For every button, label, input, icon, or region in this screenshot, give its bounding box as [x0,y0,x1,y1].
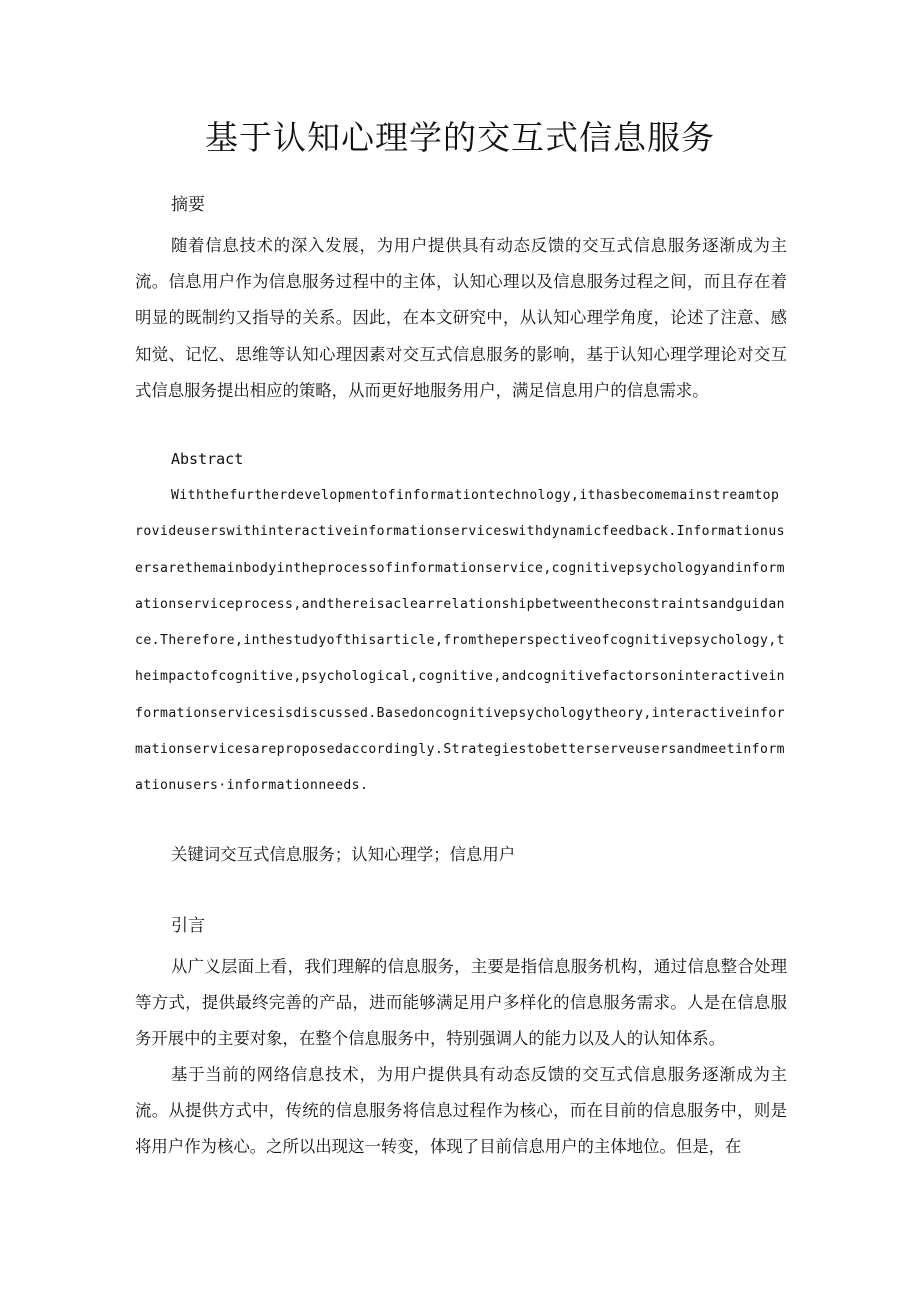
document-title: 基于认知心理学的交互式信息服务 [205,118,715,157]
introduction-paragraph-2: 基于当前的网络信息技术，为用户提供具有动态反馈的交互式信息服务逐渐成为主流。从提供方式中，传统的信息服务将信息过程作为核心，而在目前的信息服务中，则是将用户作为核心。之所以出现这一转变，体现了目前信息用户的主体地位。但是，在 [135,1065,787,1157]
abstract-en-paragraph: Withthefurtherdevelopmentofinformationtechnology,ithasbecomemainstreamtoprovideuserswithinteractiveinformationserviceswithdynamicfeedback.Informationusersarethemainbodyintheprocessofinformationservice,cognitivepsychologyandinformationserviceprocess,andthereisaclearrelationshipbetweentheconstraintsandguidance.Therefore,inthestudyofthisarticle,fromtheperspectiveofcognitivepsychology,theimpactofcognitive,psychological,cognitive,andcognitivefactorsoninteractiveinformationservicesisdiscussed.Basedoncognitivepsychologytheory,interactiveinformationservicesareproposedaccordingly.Strategiestobetterserveusersandmeetinformationusers·informationneeds. [135,488,785,794]
introduction-paragraph-1: 从广义层面上看，我们理解的信息服务，主要是指信息服务机构，通过信息整合处理等方式，提供最终完善的产品，进而能够满足用户多样化的信息服务需求。人是在信息服务开展中的主要对象，在整个信息服务中，特别强调人的能力以及人的认知体系。 [135,957,787,1049]
introduction-heading: 引言 [171,916,205,936]
keywords-line: 关键词交互式信息服务；认知心理学；信息用户 [171,845,516,864]
abstract-cn-paragraph: 随着信息技术的深入发展，为用户提供具有动态反馈的交互式信息服务逐渐成为主流。信息用户作为信息服务过程中的主体，认知心理以及信息服务过程之间，而且存在着明显的既制约又指导的关系。因此，在本文研究中，从认知心理学角度，论述了注意、感知觉、记忆、思维等认知心理因素对交互式信息服务的影响，基于认知心理学理论对交互式信息服务提出相应的策略，从而更好地服务用户，满足信息用户的信息需求。 [135,236,787,400]
abstract-en-heading: Abstract [171,450,244,468]
abstract-cn-heading: 摘要 [171,195,205,215]
